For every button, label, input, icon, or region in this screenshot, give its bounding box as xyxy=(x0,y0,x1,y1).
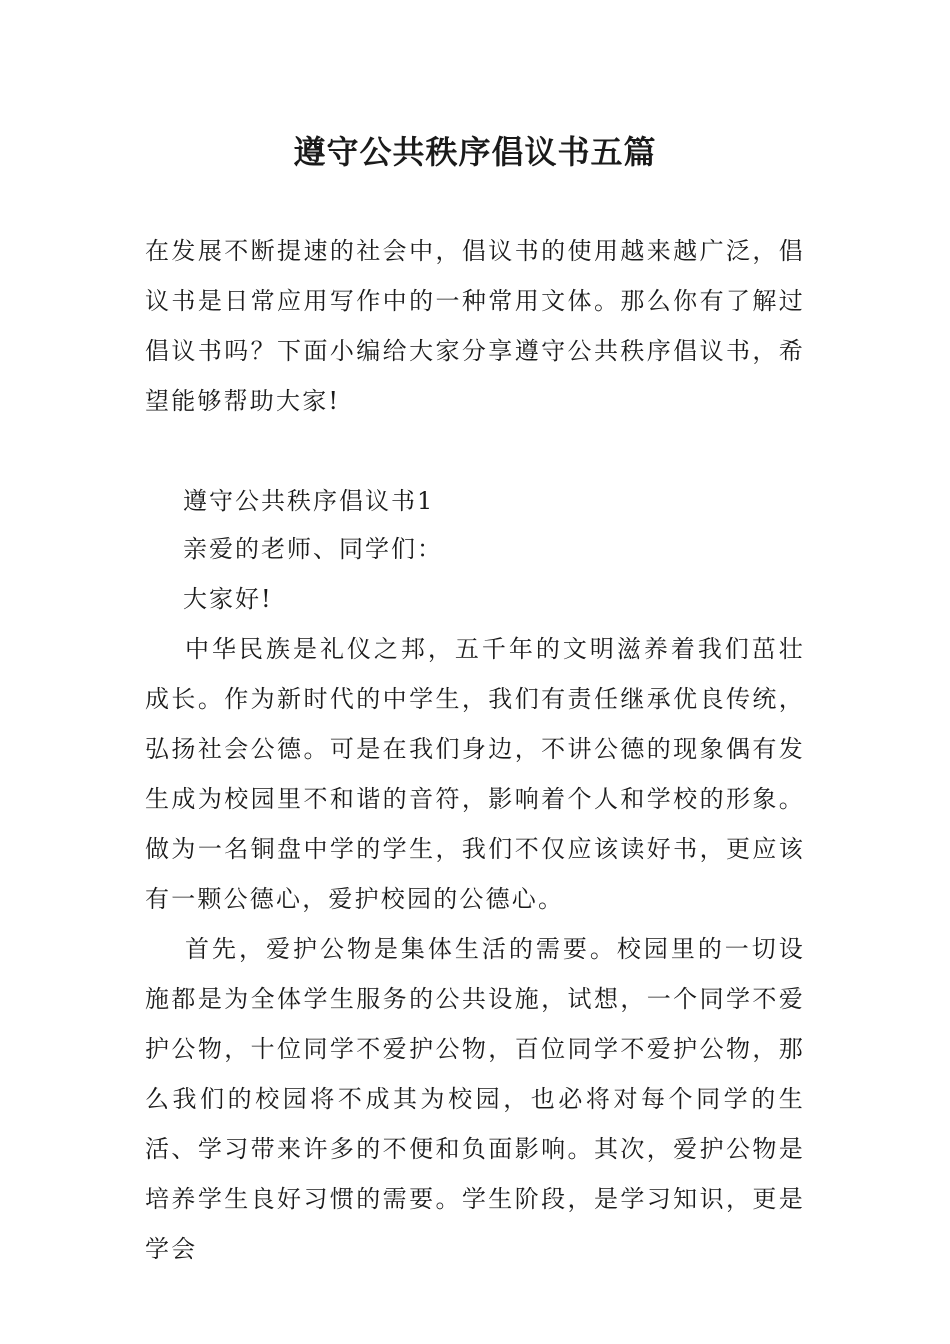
section-title: 遵守公共秩序倡议书1 xyxy=(183,487,435,515)
body-paragraph: 中华民族是礼仪之邦，五千年的文明滋养着我们茁壮成长。作为新时代的中学生，我们有责任继承优良传统，弘扬社会公德。可是在我们身边，不讲公德的现象偶有发生成为校园里不和谐的音符，影响着个人和学校的形象。做为一名铜盘中学的学生，我们不仅应该读好书，更应该有一颗公德心，爱护校园的公德心。 xyxy=(145,635,805,913)
body-paragraph: 首先，爱护公物是集体生活的需要。校园里的一切设施都是为全体学生服务的公共设施，试想，一个同学不爱护公物，十位同学不爱护公物，百位同学不爱护公物，那么我们的校园将不成其为校园，也必将对每个同学的生活、学习带来许多的不便和负面影响。其次，爱护公物是培养学生良好习惯的需要。学生阶段，是学习知识，更是学会 xyxy=(145,935,805,1263)
salutation: 亲爱的老师、同学们： xyxy=(183,535,443,563)
greeting: 大家好! xyxy=(183,585,273,613)
intro-paragraph: 在发展不断提速的社会中，倡议书的使用越来越广泛，倡议书是日常应用写作中的一种常用文体。那么你有了解过倡议书吗？下面小编给大家分享遵守公共秩序倡议书，希望能够帮助大家! xyxy=(145,237,805,415)
document-title: 遵守公共秩序倡议书五篇 xyxy=(293,133,657,171)
